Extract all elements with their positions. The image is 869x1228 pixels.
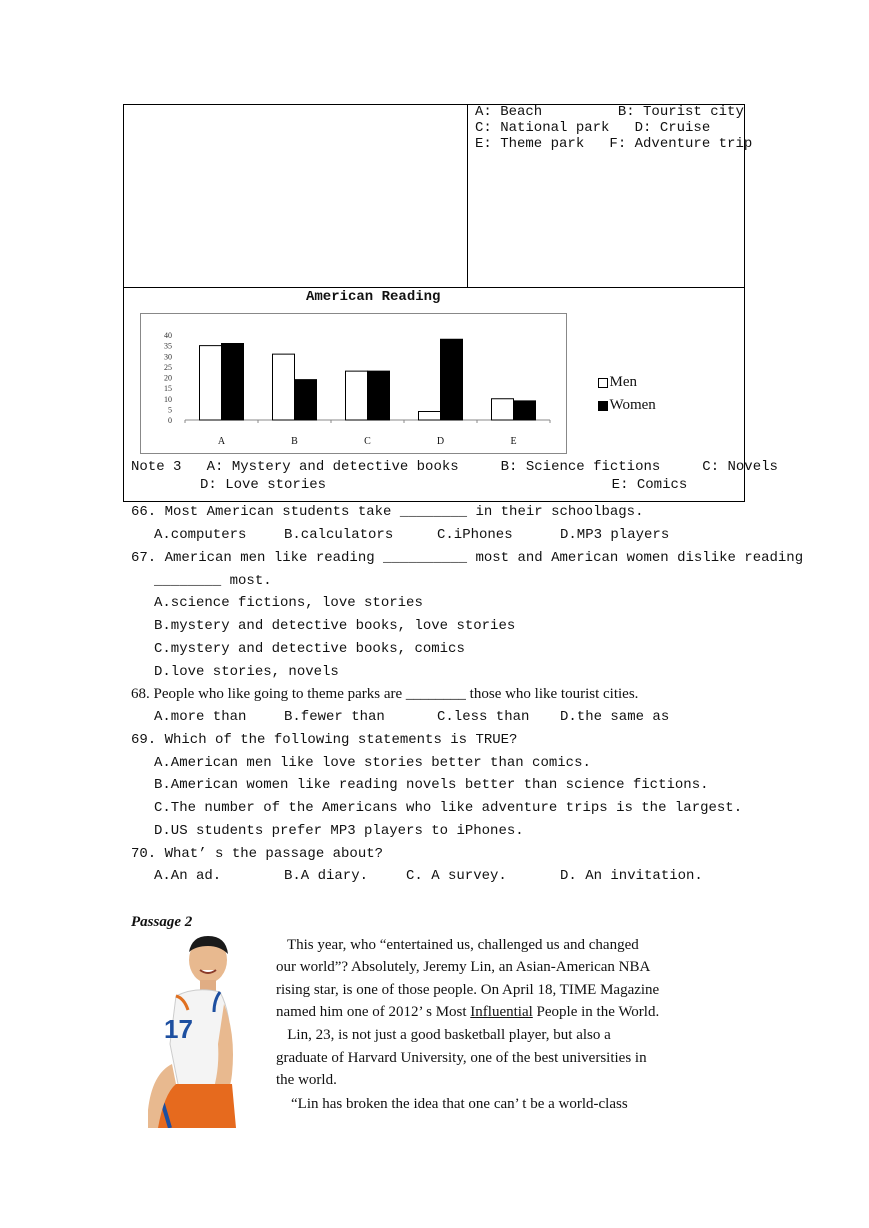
chart-title: American Reading xyxy=(306,289,441,305)
question-70-option-a: A.An ad. xyxy=(154,868,222,884)
bar-men-b xyxy=(273,354,295,420)
passage-2-line-4-start: named him one of 2012’ s Most xyxy=(276,1004,471,1020)
passage-2-line-8: “Lin has broken the idea that one can’ t be a world-class xyxy=(276,1096,628,1112)
question-69-option-d: D.US students prefer MP3 players to iPhones. xyxy=(154,823,524,839)
legend-women xyxy=(590,380,656,414)
question-70-option-d: D. An invitation. xyxy=(560,868,703,884)
question-70-stem: 70. What’ s the passage about? xyxy=(131,846,384,862)
y-tick-label: 5 xyxy=(168,405,172,415)
question-68-option-b: B.fewer than xyxy=(284,709,385,725)
passage-2-line-4-end: People in the World. xyxy=(532,1004,660,1020)
question-68-option-c: C.less than xyxy=(437,709,530,725)
passage-2-line-4 xyxy=(276,1004,659,1021)
passage-2-line-1: This year, who “entertained us, challenged us and changed xyxy=(276,937,639,953)
y-tick-label: 30 xyxy=(164,352,172,362)
bar-men-c xyxy=(346,371,368,420)
y-tick-label: 20 xyxy=(164,373,172,383)
reading-bar-chart xyxy=(140,313,567,454)
destination-option-line-1: A: Beach B: Tourist city xyxy=(475,104,744,120)
bar-women-a xyxy=(222,344,244,421)
chart-note-line-1: Note 3 A: Mystery and detective books B: Science fictions C: Novels xyxy=(131,459,778,475)
question-67-stem: 67. American men like reading __________ most and American women dislike reading xyxy=(131,550,804,566)
bar-women-c xyxy=(368,371,390,420)
bar-women-d xyxy=(441,339,463,420)
bar-men-e xyxy=(492,399,514,420)
passage-2-heading: Passage 2 xyxy=(131,914,193,930)
legend-women-swatch xyxy=(598,401,608,411)
y-tick-label: 10 xyxy=(164,394,172,404)
y-tick-label: 15 xyxy=(164,384,172,394)
passage-2-line-5: Lin, 23, is not just a good basketball player, but also a xyxy=(276,1027,611,1043)
question-69-option-c: C.The number of the Americans who like adventure trips is the largest. xyxy=(154,800,743,816)
passage-2-line-3: rising star, is one of those people. On April 18, TIME Magazine xyxy=(276,982,660,998)
question-67-stem-continued: ________ most. xyxy=(154,573,272,589)
question-69-stem: 69. Which of the following statements is TRUE? xyxy=(131,732,518,748)
question-66-option-c: C.iPhones xyxy=(437,527,513,543)
x-tick-label: A xyxy=(217,436,226,447)
bar-women-e xyxy=(514,401,536,420)
passage-2-line-2: our world”? Absolutely, Jeremy Lin, an Asian-American NBA xyxy=(276,959,651,975)
bar-men-d xyxy=(419,412,441,421)
x-tick-label: C xyxy=(364,436,371,447)
y-tick-label: 35 xyxy=(164,341,172,351)
y-tick-label: 40 xyxy=(164,331,172,340)
question-66-option-b: B.calculators xyxy=(284,527,394,543)
question-70-option-c: C. A survey. xyxy=(406,868,507,884)
basketball-player-photo xyxy=(140,934,240,1128)
question-70-option-b: B.A diary. xyxy=(284,868,369,884)
x-tick-label: B xyxy=(291,436,298,447)
table-divider-vertical xyxy=(467,104,468,288)
x-tick-label: D xyxy=(436,436,445,447)
question-69-option-a: A.American men like love stories better than comics. xyxy=(154,755,591,771)
bar-men-a xyxy=(200,346,222,420)
question-66-stem: 66. Most American students take ________ in their schoolbags. xyxy=(131,504,644,520)
question-67-option-b: B.mystery and detective books, love stories xyxy=(154,618,516,634)
passage-2-line-6: graduate of Harvard University, one of the best universities in xyxy=(276,1050,647,1066)
question-67-option-a: A.science fictions, love stories xyxy=(154,595,423,611)
question-66-option-d: D.MP3 players xyxy=(560,527,670,543)
destination-option-line-3: E: Theme park F: Adventure trip xyxy=(475,136,753,152)
question-67-option-d: D.love stories, novels xyxy=(154,664,339,680)
svg-text:17: 17 xyxy=(164,1014,193,1044)
y-tick-label: 25 xyxy=(164,362,172,372)
question-68-option-a: A.more than xyxy=(154,709,247,725)
passage-2-line-7: the world. xyxy=(276,1072,337,1088)
destination-option-line-2: C: National park D: Cruise xyxy=(475,120,711,136)
question-68-option-d: D.the same as xyxy=(560,709,670,725)
bar-women-b xyxy=(295,380,317,420)
question-66-option-a: A.computers xyxy=(154,527,247,543)
x-tick-label: E xyxy=(510,436,517,447)
legend-men-label: Men xyxy=(609,374,637,390)
question-67-option-c: C.mystery and detective books, comics xyxy=(154,641,465,657)
question-69-option-b: B.American women like reading novels better than science fictions. xyxy=(154,777,709,793)
question-68-stem: 68. People who like going to theme parks are ________ those who like tourist cities. xyxy=(131,686,639,702)
underlined-word-influential: Influential xyxy=(470,1004,533,1020)
chart-note-line-2: D: Love stories E: Comics xyxy=(200,477,688,493)
legend-women-label: Women xyxy=(609,397,656,413)
y-tick-label: 0 xyxy=(168,416,172,425)
